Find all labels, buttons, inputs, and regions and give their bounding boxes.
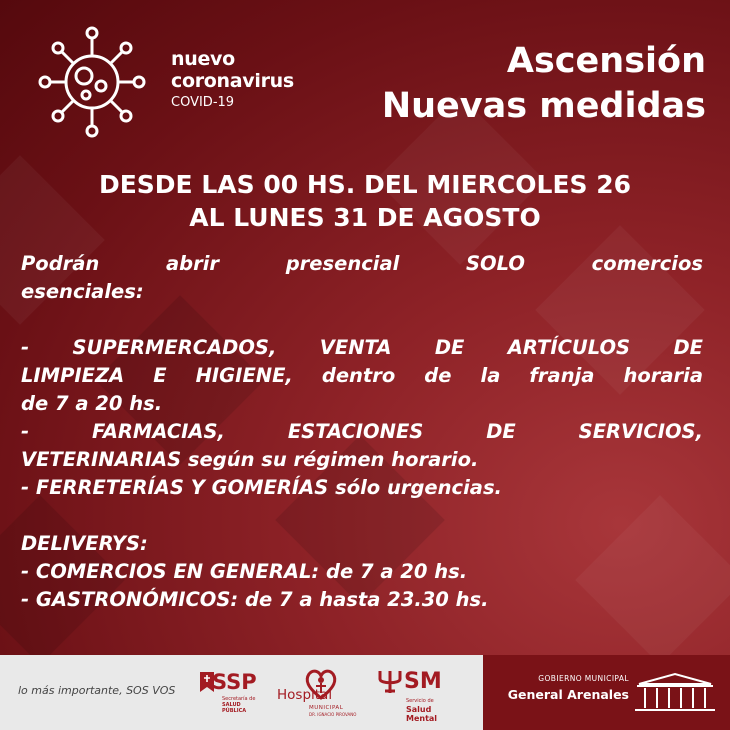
ssp-caption-line: PÚBLICA: [222, 708, 247, 714]
intro-line: Podrán abrir presencial SOLO comercios: [21, 252, 703, 275]
trident-icon: [378, 669, 402, 695]
brand-line-2: coronavirus: [171, 70, 294, 92]
measures-text: [21, 250, 703, 614]
title-line-2: Nuevas medidas: [381, 86, 706, 126]
ssp-logo: [200, 670, 268, 716]
government-line-1: GOBIERNO MUNICIPAL: [538, 674, 629, 683]
list-item-line: LIMPIEZA E HIGIENE, dentro de la franja horaria: [21, 364, 703, 387]
sm-caption: Salud Mental: [406, 705, 438, 723]
town-hall-icon: [633, 670, 717, 714]
page-title: [382, 40, 706, 127]
government-block: [483, 655, 730, 730]
sm-abbr: SM: [404, 669, 442, 694]
delivery-item: - COMERCIOS EN GENERAL: de 7 a 20 hs.: [21, 560, 468, 583]
date-line-1: DESDE LAS 00 HS. DEL MIERCOLES 26: [98, 170, 632, 199]
virus-icon: [36, 24, 148, 140]
list-item-line: VETERINARIAS según su régimen horario.: [21, 448, 479, 471]
list-item-line: - SUPERMERCADOS, VENTA DE ARTÍCULOS DE: [21, 336, 703, 359]
brand-line-1: nuevo: [171, 48, 235, 70]
hospital-subtitle: MUNICIPAL: [309, 705, 344, 711]
list-item-line: - FERRETERÍAS Y GOMERÍAS sólo urgencias.: [21, 476, 502, 499]
delivery-heading: DELIVERYS:: [21, 532, 148, 555]
date-line-2: AL LUNES 31 DE AGOSTO: [189, 203, 541, 232]
brand-block: [171, 48, 294, 112]
list-item-line: de 7 a 20 hs.: [21, 392, 163, 415]
hospital-name: DR. IGNACIO PIROVANO: [309, 712, 357, 717]
slogan: lo más importante, SOS VOS: [18, 684, 176, 697]
title-line-1: Ascensión: [506, 41, 706, 81]
brand-line-3: COVID-19: [171, 95, 235, 110]
intro-line: esenciales:: [21, 280, 144, 303]
ssp-caption: [222, 696, 255, 714]
ssp-caption-line: Secretaría de: [222, 696, 256, 702]
sm-caption: Servicio de: [406, 698, 434, 704]
hospital-word: Hospital: [277, 687, 333, 703]
ssp-caption-line: SALUD: [222, 702, 241, 708]
ssp-abbr: SSP: [212, 670, 257, 694]
footer: [0, 655, 730, 730]
date-range: [0, 168, 730, 234]
hospital-logo: [277, 667, 365, 717]
list-item-line: - FARMACIAS, ESTACIONES DE SERVICIOS,: [21, 420, 703, 443]
footer-partners: [0, 655, 483, 730]
salud-mental-logo: [378, 669, 462, 723]
government-text: [491, 674, 629, 702]
delivery-item: - GASTRONÓMICOS: de 7 a hasta 23.30 hs.: [21, 588, 489, 611]
government-line-2: General Arenales: [507, 687, 629, 702]
